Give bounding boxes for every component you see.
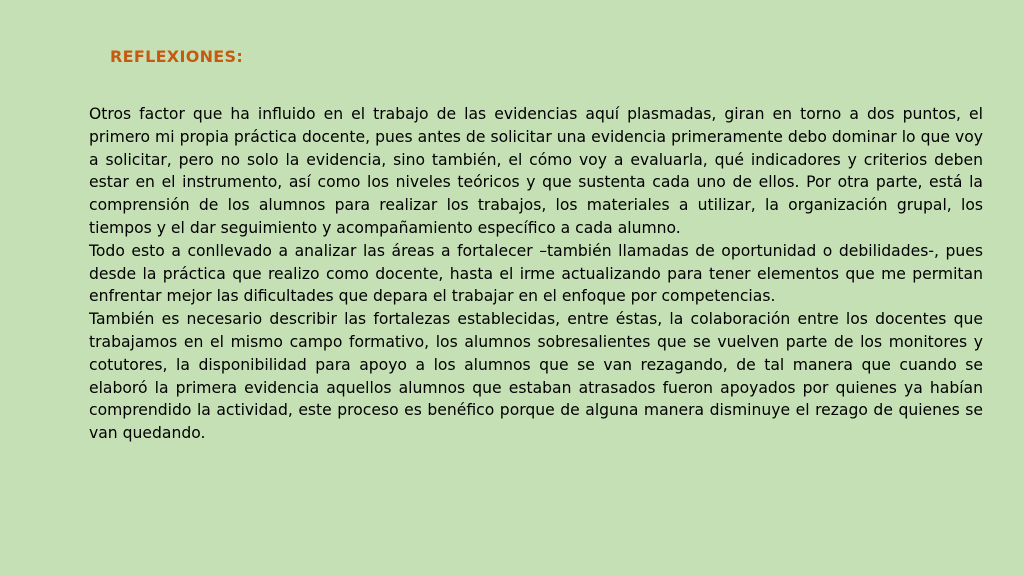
slide-heading: REFLEXIONES: xyxy=(110,47,244,66)
paragraph-strengths: También es necesario describir las fortalezas establecidas, entre éstas, la colaboración entre los docentes que trabajamos en el mismo campo formativo, los alumnos sobresalientes que se vuelven parte de los monitores y cotutores, la disponibilidad para apoyo a los alumnos que se van rezagando, de tal manera que cuando se elaboró la primera evidencia aquellos alumnos que estaban atrasados fueron apoyados por quienes ya habían comprendido la actividad, este proceso es benéfico porque de alguna manera disminuye el rezago de quienes se van quedando. xyxy=(89,310,983,443)
paragraph-areas-to-strengthen: Todo esto a conllevado a analizar las áreas a fortalecer –también llamadas de oportunidad o debilidades-, pues desde la práctica que realizo como docente, hasta el irme actualizando para tener elementos que me permitan enfrentar mejor las dificultades que depara el trabajar en el enfoque por competencias. xyxy=(89,241,983,306)
slide-body xyxy=(89,103,983,445)
paragraph-influence-factors: Otros factor que ha influido en el trabajo de las evidencias aquí plasmadas, giran en torno a dos puntos, el primero mi propia práctica docente, pues antes de solicitar una evidencia primeramente debo dominar lo que voy a solicitar, pero no solo la evidencia, sino también, el cómo voy a evaluarla, qué indicadores y criterios deben estar en el instrumento, así como los niveles teóricos y que sustenta cada uno de ellos. Por otra parte, está la comprensión de los alumnos para realizar los trabajos, los materiales a utilizar, la organización grupal, los tiempos y el dar seguimiento y acompañamiento específico a cada alumno. xyxy=(89,105,983,237)
